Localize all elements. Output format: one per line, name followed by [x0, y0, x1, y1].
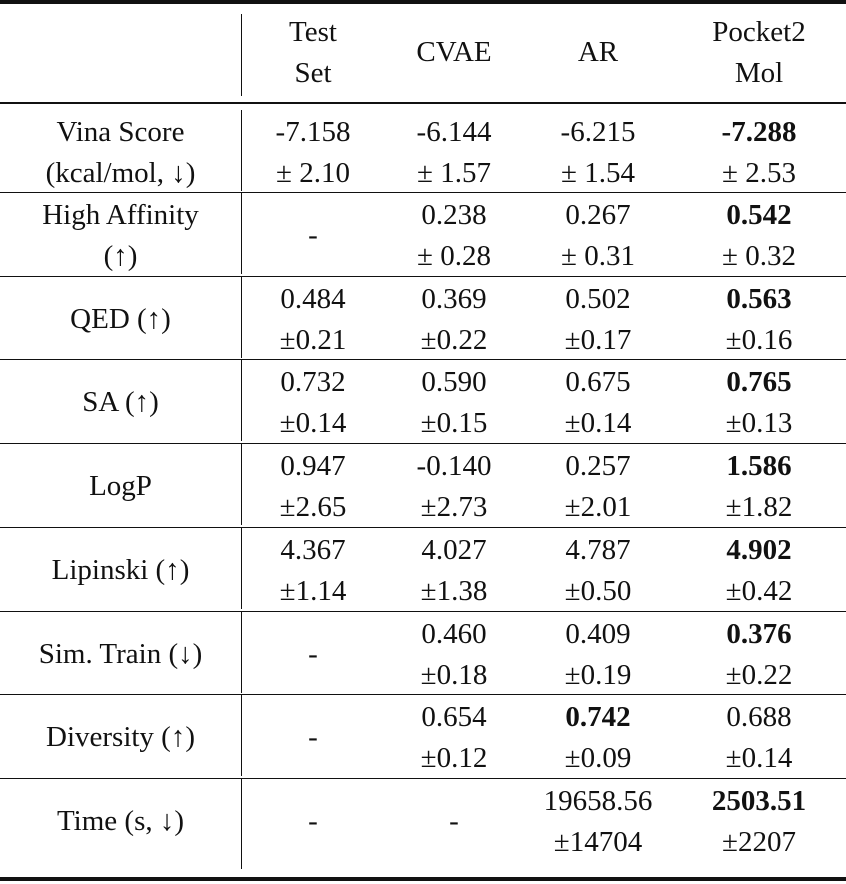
- mean-value: 19658.56: [543, 785, 653, 817]
- row-rule: [0, 694, 846, 695]
- mean-value: 0.409: [565, 618, 631, 650]
- value-cell: [242, 279, 384, 361]
- mean-value: 0.947: [280, 450, 346, 482]
- row-rule: [0, 611, 846, 612]
- value-cell: [384, 801, 524, 842]
- metric-label: [0, 112, 241, 194]
- top-rule: [0, 0, 846, 4]
- row-rule: [0, 192, 846, 193]
- value-cell: [672, 362, 846, 444]
- std-value: ±0.19: [564, 659, 632, 691]
- row-rule: [0, 276, 846, 277]
- mean-value: 0.590: [421, 366, 487, 398]
- mean-value: -6.215: [560, 116, 636, 148]
- std-value: ±14704: [553, 826, 643, 858]
- value-cell: [672, 279, 846, 361]
- mean-value: 0.654: [421, 701, 487, 733]
- row-rule: [0, 527, 846, 528]
- row-rule: [0, 778, 846, 779]
- metric-label-line: (kcal/mol, ↓): [45, 157, 196, 189]
- std-value: ± 1.57: [417, 157, 491, 189]
- value-cell: [524, 697, 672, 779]
- value-cell: [384, 614, 524, 696]
- metric-label: [0, 195, 241, 277]
- value-cell: [242, 634, 384, 675]
- std-value: ±0.12: [420, 742, 488, 774]
- header-ar: [524, 32, 672, 73]
- std-value: ±0.22: [725, 659, 793, 691]
- std-value: ±0.22: [420, 324, 488, 356]
- value-cell: [242, 112, 384, 194]
- mean-value: 0.542: [726, 199, 792, 231]
- mean-value: 0.765: [726, 366, 792, 398]
- std-value: ± 0.32: [722, 240, 796, 272]
- mean-value: 4.027: [421, 534, 487, 566]
- value-cell: [672, 112, 846, 194]
- metric-label: [0, 634, 241, 675]
- metric-label-line: (↑): [103, 240, 138, 272]
- value-cell: [384, 362, 524, 444]
- value-cell: [242, 215, 384, 256]
- mean-value: 0.502: [565, 283, 631, 315]
- std-value: ± 2.10: [276, 157, 350, 189]
- value-cell: [384, 446, 524, 528]
- mean-value: 2503.51: [711, 785, 807, 817]
- std-value: ±2.01: [564, 491, 632, 523]
- metric-label: [0, 550, 241, 591]
- metric-label-line: Diversity (↑): [46, 721, 195, 753]
- mean-value: -: [308, 219, 318, 251]
- metric-label: [0, 299, 241, 340]
- header-line: Mol: [734, 57, 784, 89]
- std-value: ±2.65: [279, 491, 347, 523]
- mean-value: -: [449, 805, 459, 837]
- mean-value: 0.369: [421, 283, 487, 315]
- std-value: ±0.14: [564, 407, 632, 439]
- metric-label-line: Vina Score: [56, 116, 185, 148]
- metric-label-line: High Affinity: [42, 199, 199, 231]
- std-value: ±0.42: [725, 575, 793, 607]
- value-cell: [672, 781, 846, 863]
- value-cell: [524, 781, 672, 863]
- mean-value: -7.158: [275, 116, 351, 148]
- mean-value: 0.238: [421, 199, 487, 231]
- mean-value: -6.144: [416, 116, 492, 148]
- std-value: ±0.14: [279, 407, 347, 439]
- mean-value: -: [308, 721, 318, 753]
- metric-label-line: SA (↑): [82, 386, 159, 418]
- bottom-rule: [0, 877, 846, 881]
- metric-label: [0, 466, 241, 507]
- mean-value: 0.742: [565, 701, 631, 733]
- value-cell: [384, 279, 524, 361]
- mean-value: 0.267: [565, 199, 631, 231]
- std-value: ± 0.31: [561, 240, 635, 272]
- metric-label-line: QED (↑): [70, 303, 171, 335]
- header-line: AR: [577, 36, 619, 68]
- value-cell: [524, 279, 672, 361]
- std-value: ±0.16: [725, 324, 793, 356]
- value-cell: [524, 112, 672, 194]
- mean-value: 4.787: [565, 534, 631, 566]
- header-line: Test: [289, 16, 337, 48]
- value-cell: [672, 195, 846, 277]
- mean-value: 0.257: [565, 450, 631, 482]
- value-cell: [384, 112, 524, 194]
- value-cell: [242, 530, 384, 612]
- row-rule: [0, 359, 846, 360]
- mean-value: -: [308, 805, 318, 837]
- header-line: Pocket2: [712, 16, 806, 48]
- mean-value: 0.563: [726, 283, 792, 315]
- metric-label-line: Sim. Train (↓): [38, 638, 203, 670]
- mean-value: 0.688: [726, 701, 792, 733]
- value-cell: [524, 362, 672, 444]
- header-line: CVAE: [416, 36, 492, 68]
- header-pocket2mol: [672, 12, 846, 94]
- mean-value: 1.586: [726, 450, 792, 482]
- metric-label-line: Time (s, ↓): [56, 805, 185, 837]
- mean-value: 4.902: [726, 534, 792, 566]
- std-value: ±0.15: [420, 407, 488, 439]
- metric-label: [0, 382, 241, 423]
- header-test-set: [242, 12, 384, 94]
- std-value: ±1.38: [420, 575, 488, 607]
- std-value: ± 0.28: [417, 240, 491, 272]
- std-value: ±0.14: [725, 742, 793, 774]
- value-cell: [672, 614, 846, 696]
- value-cell: [524, 530, 672, 612]
- std-value: ± 1.54: [561, 157, 635, 189]
- mean-value: 0.460: [421, 618, 487, 650]
- metric-label-line: LogP: [89, 470, 152, 502]
- value-cell: [242, 362, 384, 444]
- header-line: Set: [294, 57, 332, 89]
- header-rule: [0, 102, 846, 104]
- mean-value: -: [308, 638, 318, 670]
- mean-value: 0.675: [565, 366, 631, 398]
- std-value: ±0.18: [420, 659, 488, 691]
- mean-value: 0.484: [280, 283, 346, 315]
- std-value: ±0.50: [564, 575, 632, 607]
- value-cell: [672, 530, 846, 612]
- value-cell: [384, 195, 524, 277]
- mean-value: -0.140: [416, 450, 492, 482]
- value-cell: [242, 717, 384, 758]
- mean-value: 0.732: [280, 366, 346, 398]
- metric-label: [0, 717, 241, 758]
- value-cell: [242, 801, 384, 842]
- std-value: ±2.73: [420, 491, 488, 523]
- std-value: ±2207: [722, 826, 796, 858]
- value-cell: [524, 195, 672, 277]
- std-value: ±0.13: [725, 407, 793, 439]
- value-cell: [384, 697, 524, 779]
- value-cell: [524, 446, 672, 528]
- metric-label: [0, 801, 241, 842]
- value-cell: [672, 446, 846, 528]
- metric-label-line: Lipinski (↑): [51, 554, 190, 586]
- std-value: ±1.82: [725, 491, 793, 523]
- row-rule: [0, 443, 846, 444]
- std-value: ±0.21: [279, 324, 347, 356]
- value-cell: [242, 446, 384, 528]
- value-cell: [384, 530, 524, 612]
- value-cell: [524, 614, 672, 696]
- mean-value: -7.288: [721, 116, 797, 148]
- std-value: ±0.17: [564, 324, 632, 356]
- std-value: ±1.14: [279, 575, 347, 607]
- std-value: ±0.09: [564, 742, 632, 774]
- mean-value: 4.367: [280, 534, 346, 566]
- mean-value: 0.376: [726, 618, 792, 650]
- std-value: ± 2.53: [722, 157, 796, 189]
- value-cell: [672, 697, 846, 779]
- header-cvae: [384, 32, 524, 73]
